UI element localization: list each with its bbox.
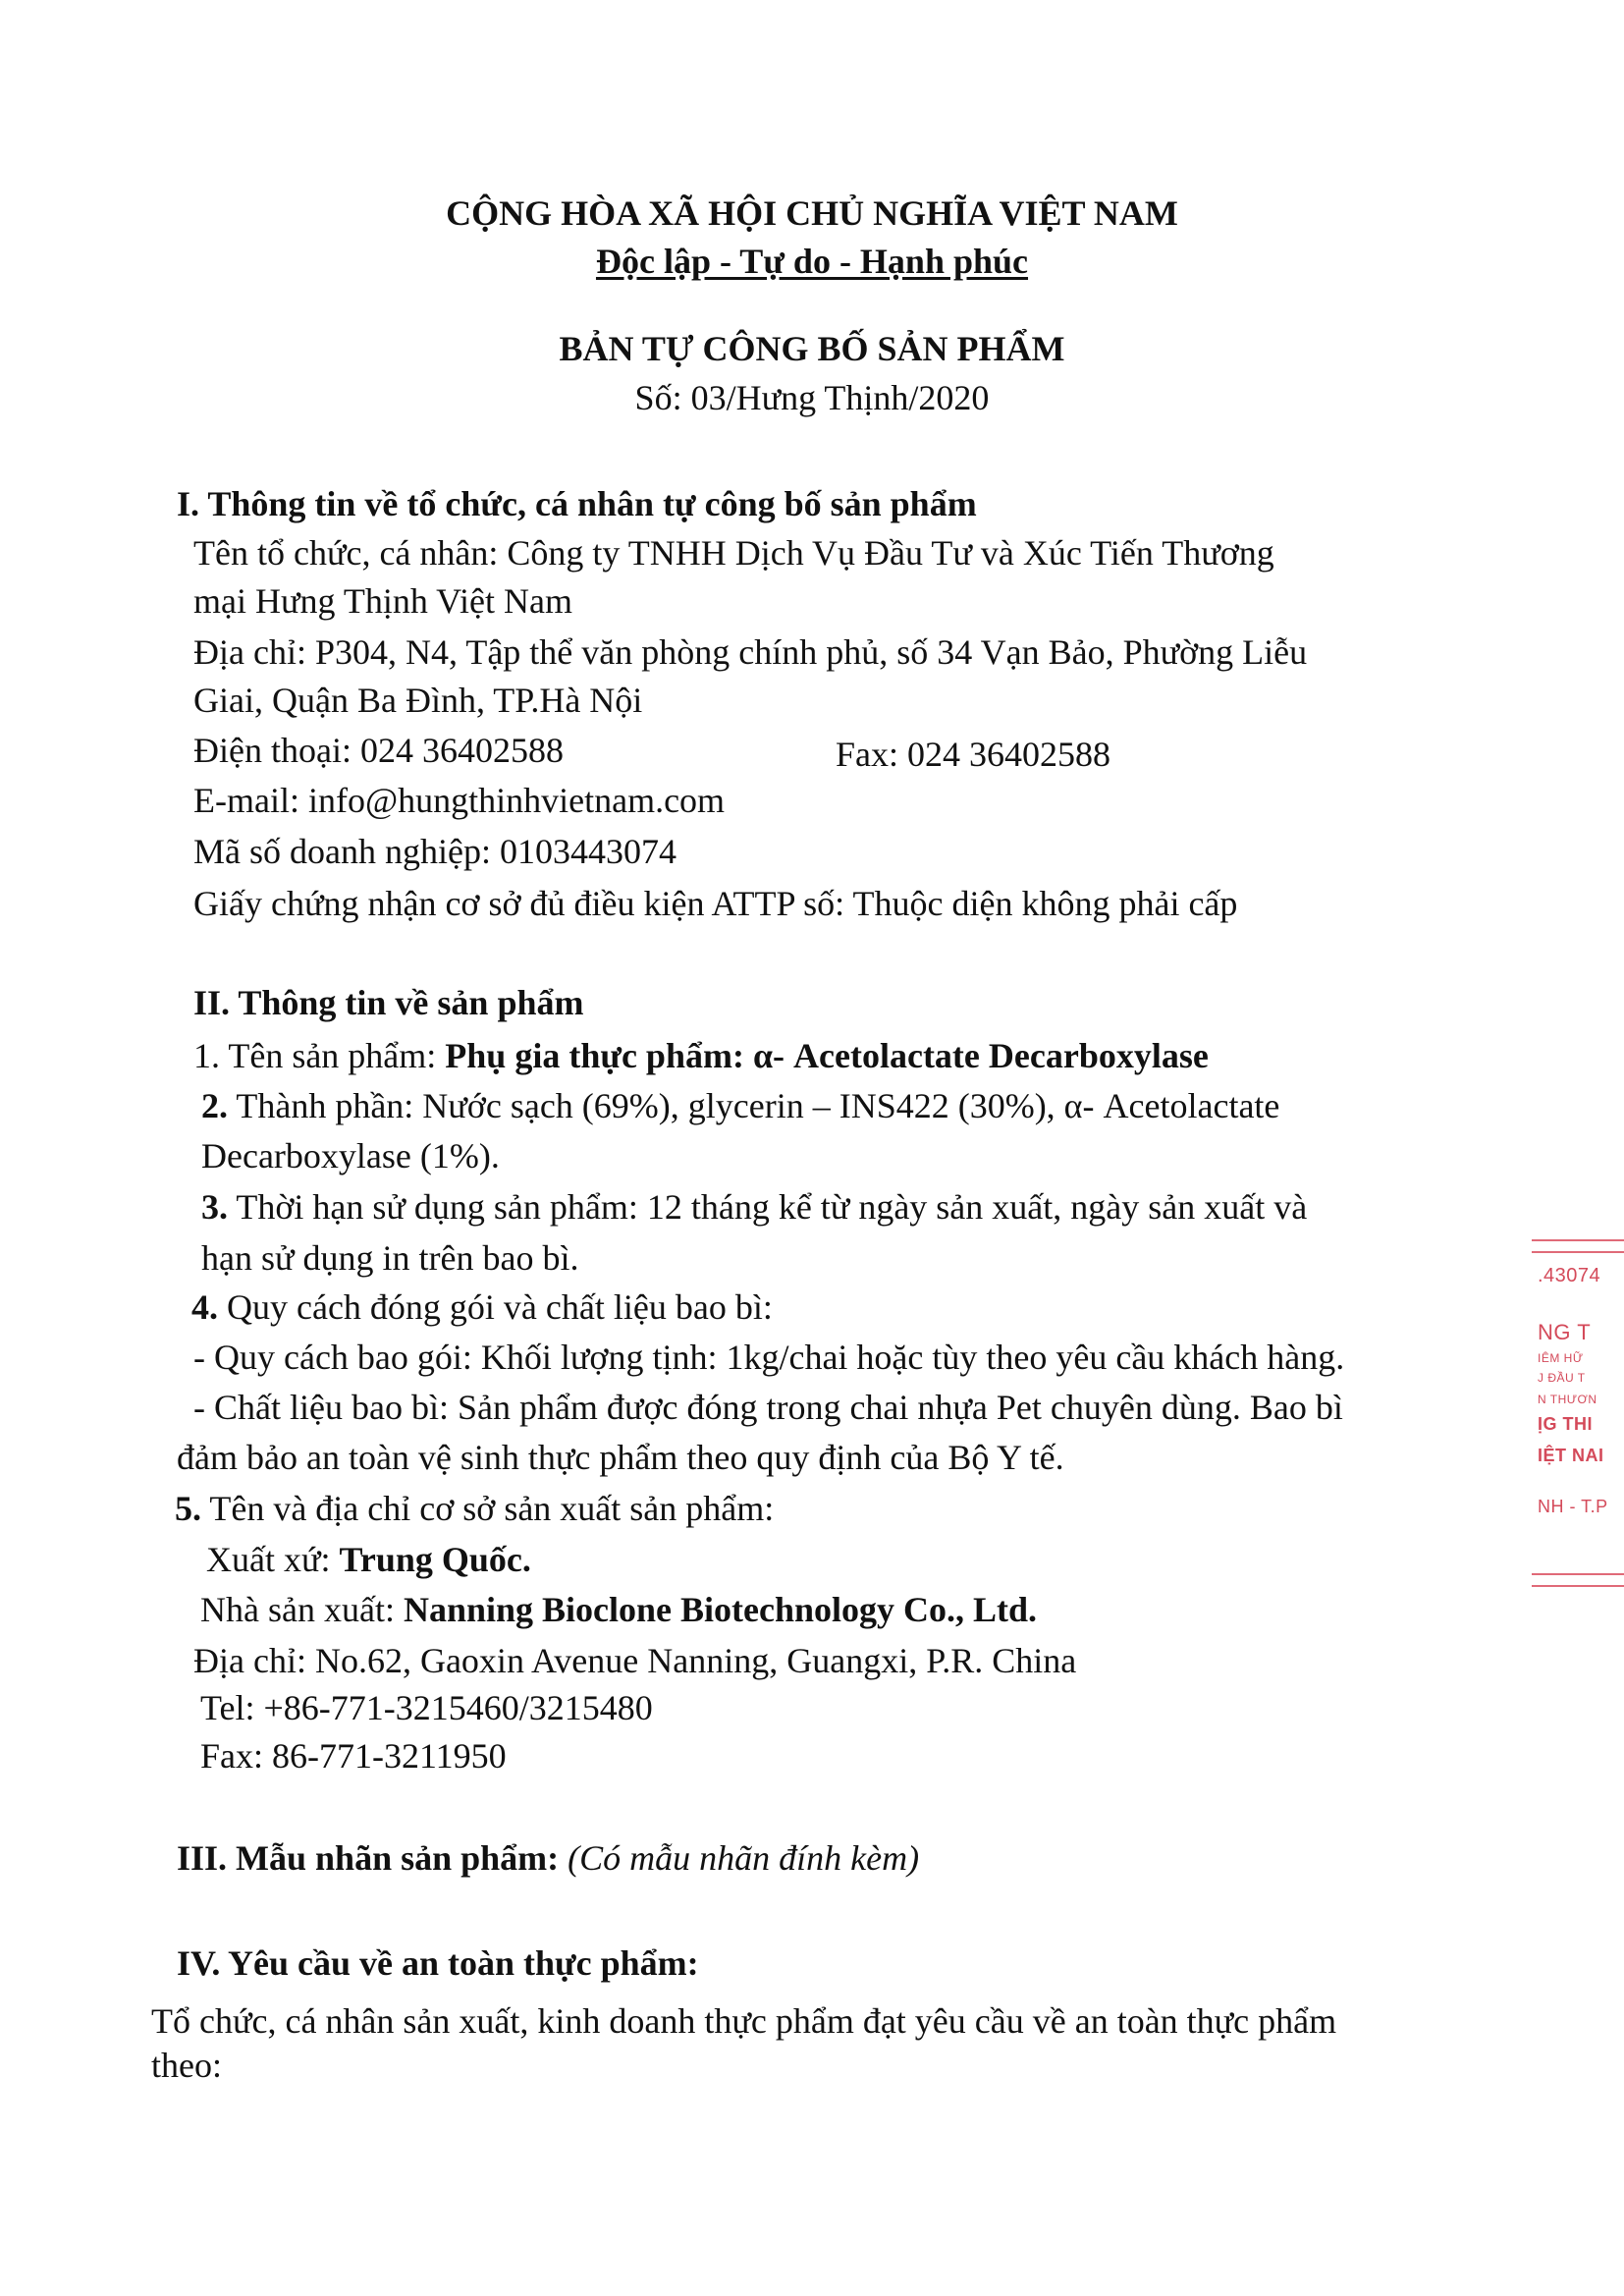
product-name-label: 1. Tên sản phẩm: [193,1036,446,1075]
label-attachment-note: (Có mẫu nhãn đính kèm) [568,1838,920,1878]
packaging-material-line2: đảm bảo an toàn vệ sinh thực phẩm theo quy định của Bộ Y tế. [177,1438,1064,1477]
item2-number: 2. [201,1086,228,1125]
address-line1: Địa chỉ: P304, N4, Tập thể văn phòng chính phủ, số 34 Vạn Bảo, Phường Liễu [193,632,1308,672]
manufacturer-heading-text: Tên và địa chỉ cơ sở sản xuất sản phẩm: [201,1489,775,1528]
document-title: BẢN TỰ CÔNG BỐ SẢN PHẨM [559,329,1065,368]
stamp-text: NH - T.P [1538,1497,1608,1516]
product-name [193,1034,1209,1077]
packaging-heading-text: Quy cách đóng gói và chất liệu bao bì: [218,1287,773,1327]
fax: Fax: 024 36402588 [836,735,1111,774]
motto-text: Độc lập - Tự do - Hạnh phúc [595,242,1029,281]
stamp-text: N THƯƠN [1538,1393,1597,1406]
packaging-material-line1: - Chất liệu bao bì: Sản phẩm được đóng trong chai nhựa Pet chuyên dùng. Bao bì [193,1388,1343,1427]
shelf-life-line1 [201,1185,1307,1229]
stamp-ring-bottom [1532,1573,1624,1587]
shelf-life-text: Thời hạn sử dụng sản phẩm: 12 tháng kể từ ngày sản xuất, ngày sản xuất và [228,1187,1308,1227]
org-name-line2: mại Hưng Thịnh Việt Nam [193,581,572,621]
maker-tel: Tel: +86-771-3215460/3215480 [200,1688,653,1727]
section3-heading-text: III. Mẫu nhãn sản phẩm: [177,1838,568,1878]
section1-heading: I. Thông tin về tổ chức, cá nhân tự công bố sản phẩm [177,484,977,523]
company-stamp-fragment [1532,1239,1624,1593]
packaging-spec: - Quy cách bao gói: Khối lượng tịnh: 1kg/chai hoặc tùy theo yêu cầu khách hàng. [193,1338,1345,1377]
stamp-text: J ĐẦU T [1538,1371,1586,1385]
email: E-mail: info@hungthinhvietnam.com [193,781,726,820]
origin-value: Trung Quốc. [339,1540,531,1579]
phone: Điện thoại: 024 36402588 [193,731,564,770]
ingredients-text: Thành phần: Nước sạch (69%), glycerin – INS422 (30%), α- Acetolactate [228,1086,1280,1125]
shelf-life-line2: hạn sử dụng in trên bao bì. [201,1238,579,1278]
maker-label: Nhà sản xuất: [200,1590,404,1629]
stamp-text: ỊG THI [1538,1414,1593,1434]
origin [206,1538,531,1581]
item4-number: 4. [191,1287,218,1327]
section4-heading: IV. Yêu cầu về an toàn thực phẩm: [177,1943,699,1983]
org-name-line1: Tên tổ chức, cá nhân: Công ty TNHH Dịch Vụ Đầu Tư và Xúc Tiến Thương [193,533,1274,573]
section3-heading [177,1836,919,1880]
motto [0,240,1624,283]
stamp-text: .43074 [1538,1265,1601,1286]
item5-number: 5. [175,1489,201,1528]
address-line2: Giai, Quận Ba Đình, TP.Hà Nội [193,681,643,720]
maker-address: Địa chỉ: No.62, Gaoxin Avenue Nanning, Guangxi, P.R. China [193,1641,1077,1680]
ingredients-line2: Decarboxylase (1%). [201,1136,500,1175]
tax-code: Mã số doanh nghiệp: 0103443074 [193,832,677,871]
maker-value: Nanning Bioclone Biotechnology Co., Ltd. [403,1590,1038,1629]
ingredients-line1 [201,1084,1279,1127]
origin-label: Xuất xứ: [206,1540,340,1579]
section2-heading: II. Thông tin về sản phẩm [193,983,584,1022]
stamp-ring-top [1532,1239,1624,1253]
stamp-text: NG T [1538,1320,1592,1344]
food-safety-text-line1: Tổ chức, cá nhân sản xuất, kinh doanh thực phẩm đạt yêu cầu về an toàn thực phẩm [151,2001,1337,2041]
manufacturer-heading [175,1487,774,1530]
food-safety-text-line2: theo: [151,2046,222,2085]
item3-number: 3. [201,1187,228,1227]
product-name-value: Phụ gia thực phẩm: α- Acetolactate Decarboxylase [445,1036,1209,1075]
stamp-text: IÊM HỮ [1538,1351,1584,1365]
food-safety-certificate: Giấy chứng nhận cơ sở đủ điều kiện ATTP số: Thuộc diện không phải cấp [193,884,1238,923]
nation-heading: CỘNG HÒA XÃ HỘI CHỦ NGHĨA VIỆT NAM [446,193,1178,233]
stamp-text: IỆT NAI [1538,1446,1604,1465]
document-number: Số: 03/Hưng Thịnh/2020 [634,378,990,417]
packaging-heading [191,1285,773,1329]
maker [200,1588,1037,1631]
maker-fax: Fax: 86-771-3211950 [200,1736,507,1776]
